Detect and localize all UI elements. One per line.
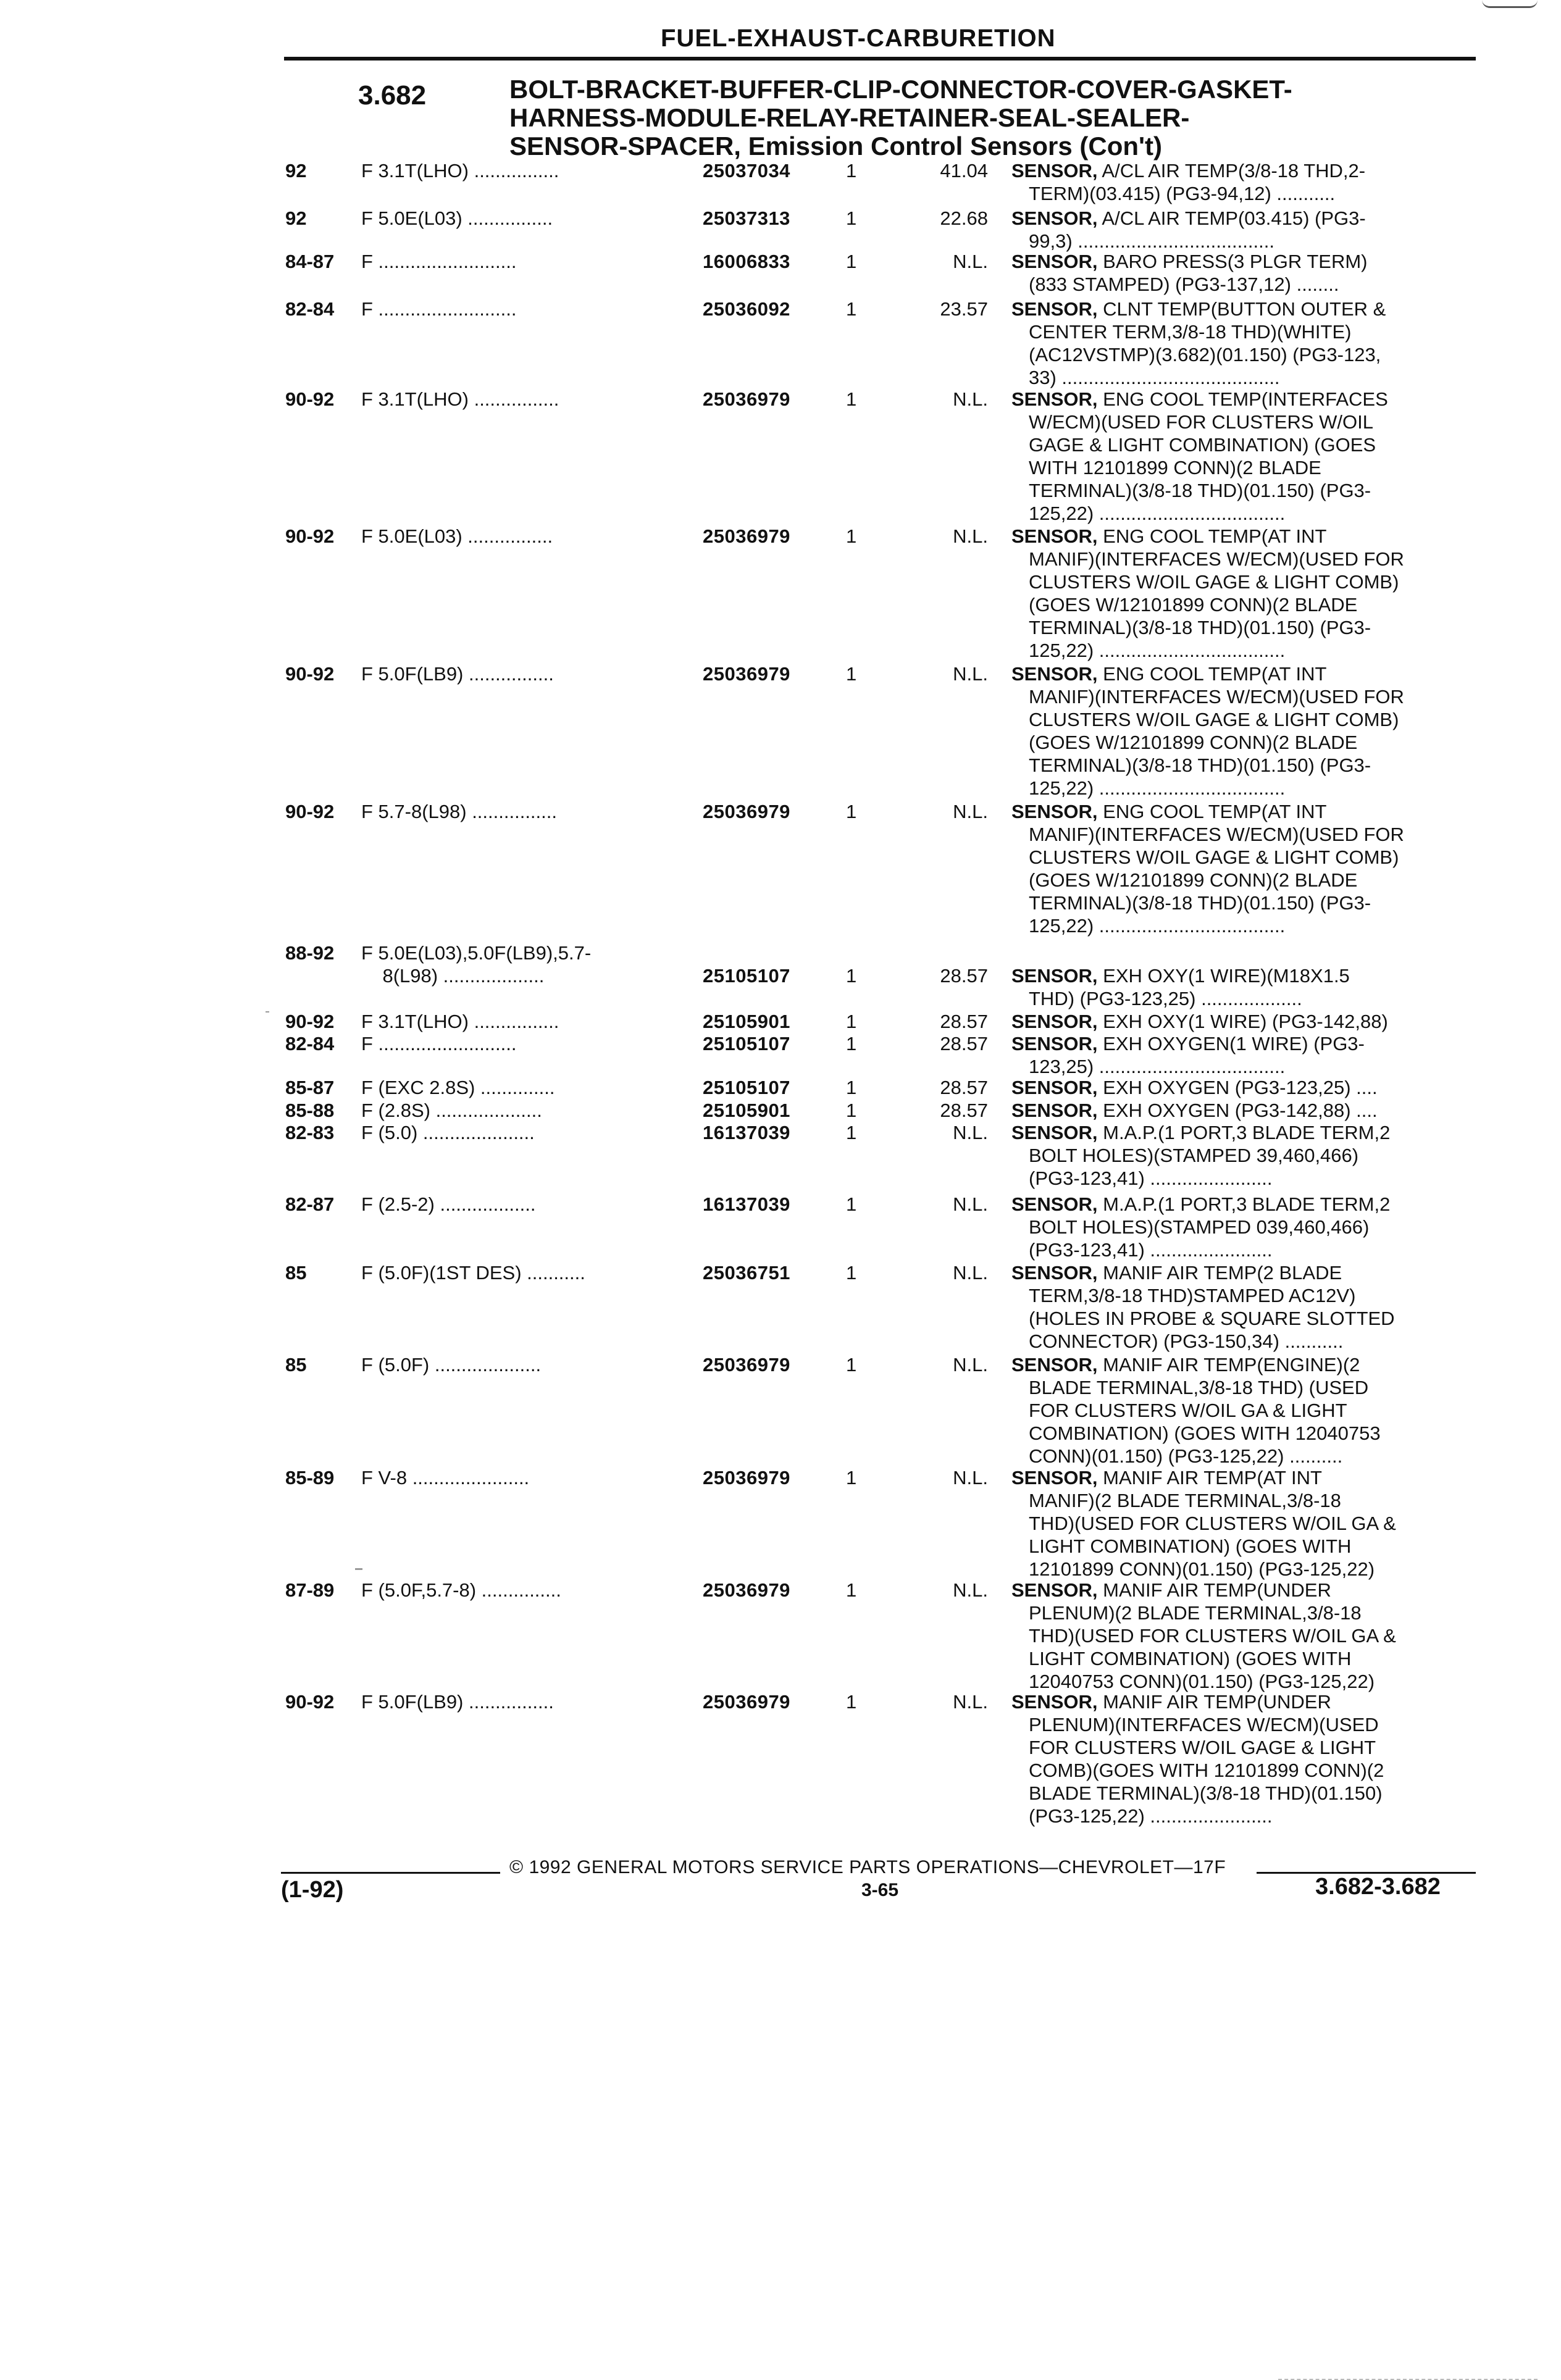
- entry-description-line: CONNECTOR) (PG3-150,34) ...........: [1029, 1330, 1344, 1352]
- entry-part-number: 25036979: [703, 801, 790, 822]
- entry-year: 90-92: [285, 1011, 335, 1032]
- entry-description-line: SENSOR, EXH OXYGEN (PG3-123,25) ....: [1011, 1077, 1378, 1098]
- entry-description-line: TERMINAL)(3/8-18 THD)(01.150) (PG3-: [1029, 892, 1371, 914]
- entry-model: F ..........................: [361, 1033, 517, 1054]
- entry-description-line: CLUSTERS W/OIL GAGE & LIGHT COMB): [1029, 709, 1399, 730]
- entry-description: [1011, 207, 1468, 253]
- entry-description: [1011, 1579, 1468, 1693]
- entry-part-number: 25036979: [703, 1691, 790, 1713]
- entry-description: [1011, 662, 1468, 800]
- entry-part-number: 25105107: [703, 1033, 790, 1054]
- entry-description-line: SENSOR, A/CL AIR TEMP(03.415) (PG3-: [1011, 207, 1366, 229]
- entry-description-line: SENSOR, EXH OXY(1 WIRE)(M18X1.5: [1011, 965, 1350, 987]
- entry-item-name: SENSOR,: [1011, 1011, 1098, 1032]
- entry-price: N.L.: [953, 1262, 988, 1284]
- entry-item-name: SENSOR,: [1011, 1193, 1098, 1215]
- entry-year: 82-84: [285, 298, 335, 320]
- footer-page-number: 3-65: [861, 1880, 899, 1900]
- entry-description-line: (HOLES IN PROBE & SQUARE SLOTTED: [1029, 1308, 1395, 1329]
- entry-description-line: 123,25) ...................................: [1029, 1056, 1286, 1077]
- entry-description-line: SENSOR, CLNT TEMP(BUTTON OUTER &: [1011, 298, 1386, 320]
- entry-part-number: 25037313: [703, 207, 790, 229]
- entry-description-line: 125,22) ...................................: [1029, 503, 1286, 524]
- entry-model: F (5.0F) ....................: [361, 1354, 542, 1376]
- entry-price: 28.57: [940, 1033, 988, 1054]
- entry-year: 82-83: [285, 1122, 335, 1143]
- entry-description-line: (AC12VSTMP)(3.682)(01.150) (PG3-123,: [1029, 344, 1381, 365]
- section-title-line: SENSOR-SPACER, Emission Control Sensors (Con't): [509, 132, 1162, 161]
- entry-description-line: (PG3-123,41) .......................: [1029, 1167, 1273, 1189]
- entry-item-name: SENSOR,: [1011, 1691, 1098, 1713]
- entry-price: 28.57: [940, 1077, 988, 1098]
- entry-description-line: WITH 12101899 CONN)(2 BLADE: [1029, 457, 1321, 478]
- scan-speck: [355, 1568, 362, 1570]
- entry-description: [1011, 525, 1468, 662]
- entry-quantity: 1: [846, 1691, 857, 1713]
- entry-model: F (2.8S) ....................: [361, 1100, 542, 1121]
- entry-item-name: SENSOR,: [1011, 160, 1098, 182]
- entry-item-name: SENSOR,: [1011, 388, 1098, 410]
- entry-item-name: SENSOR,: [1011, 1077, 1098, 1098]
- entry-item-name: SENSOR,: [1011, 1467, 1098, 1489]
- entry-year: 90-92: [285, 663, 335, 685]
- section-title-line: HARNESS-MODULE-RELAY-RETAINER-SEAL-SEALER-: [509, 103, 1190, 132]
- footer-section-ref: 3.682-3.682: [1315, 1874, 1441, 1900]
- section-title-line: BOLT-BRACKET-BUFFER-CLIP-CONNECTOR-COVER-GASKET-: [509, 75, 1292, 104]
- entry-year: 92: [285, 207, 307, 229]
- entry-part-number: 25036751: [703, 1262, 790, 1284]
- entry-year: 84-87: [285, 251, 335, 272]
- entry-item-name: SENSOR,: [1011, 298, 1098, 320]
- entry-description: [1011, 250, 1468, 296]
- corner-scan-mark: [1482, 0, 1538, 8]
- entry-description-line: BOLT HOLES)(STAMPED 039,460,466): [1029, 1216, 1370, 1238]
- entry-description-line: SENSOR, MANIF AIR TEMP(UNDER: [1011, 1579, 1331, 1601]
- entry-model: F 5.7-8(L98) ................: [361, 801, 557, 822]
- entry-model: F (EXC 2.8S) ..............: [361, 1077, 555, 1098]
- entry-quantity: 1: [846, 663, 857, 685]
- entry-description-line: SENSOR, BARO PRESS(3 PLGR TERM): [1011, 251, 1368, 272]
- entry-part-number: 25105901: [703, 1100, 790, 1121]
- entry-description-line: GAGE & LIGHT COMBINATION) (GOES: [1029, 434, 1376, 456]
- entry-year: 90-92: [285, 388, 335, 410]
- entry-year: 85: [285, 1262, 307, 1284]
- footer-date: (1-92): [281, 1877, 344, 1903]
- entry-model: F ..........................: [361, 251, 517, 272]
- entry-model: F (2.5-2) ..................: [361, 1193, 536, 1215]
- entry-price: N.L.: [953, 1579, 988, 1601]
- entry-description-line: PLENUM)(2 BLADE TERMINAL,3/8-18: [1029, 1602, 1362, 1624]
- entry-quantity: 1: [846, 1262, 857, 1284]
- entry-description: [1011, 1353, 1468, 1468]
- entry-quantity: 1: [846, 298, 857, 320]
- entry-description-line: SENSOR, A/CL AIR TEMP(3/8-18 THD,2-: [1011, 160, 1366, 182]
- entry-price: N.L.: [953, 801, 988, 822]
- entry-description-line: THD) (PG3-123,25) ...................: [1029, 988, 1302, 1009]
- entry-quantity: 1: [846, 1011, 857, 1032]
- entry-description-line: LIGHT COMBINATION) (GOES WITH: [1029, 1535, 1352, 1557]
- entry-description-line: FOR CLUSTERS W/OIL GAGE & LIGHT: [1029, 1737, 1376, 1758]
- entry-description-line: SENSOR, ENG COOL TEMP(AT INT: [1011, 801, 1327, 822]
- entry-part-number: 25036979: [703, 1354, 790, 1376]
- entry-description-line: MANIF)(INTERFACES W/ECM)(USED FOR: [1029, 824, 1404, 845]
- entry-item-name: SENSOR,: [1011, 1122, 1098, 1143]
- entry-description-line: SENSOR, EXH OXY(1 WIRE) (PG3-142,88): [1011, 1011, 1388, 1032]
- entry-description: [1011, 1121, 1468, 1190]
- entry-description-line: MANIF)(INTERFACES W/ECM)(USED FOR: [1029, 548, 1404, 570]
- entry-model: F 3.1T(LHO) ................: [361, 1011, 559, 1032]
- page-header-title: FUEL-EXHAUST-CARBURETION: [661, 25, 1056, 52]
- entry-item-name: SENSOR,: [1011, 801, 1098, 822]
- entry-price: 23.57: [940, 298, 988, 320]
- entry-description-line: SENSOR, M.A.P.(1 PORT,3 BLADE TERM,2: [1011, 1193, 1391, 1215]
- entry-description-line: CLUSTERS W/OIL GAGE & LIGHT COMB): [1029, 571, 1399, 593]
- entry-year: 90-92: [285, 1691, 335, 1713]
- entry-item-name: SENSOR,: [1011, 965, 1098, 987]
- entry-description-line: (PG3-123,41) .......................: [1029, 1239, 1273, 1261]
- entry-description-line: (PG3-125,22) .......................: [1029, 1805, 1273, 1827]
- entry-part-number: 25036979: [703, 1579, 790, 1601]
- entry-model: F (5.0F,5.7-8) ...............: [361, 1579, 561, 1601]
- entry-description-line: W/ECM)(USED FOR CLUSTERS W/OIL: [1029, 411, 1374, 433]
- entry-description-line: 33) .........................................: [1029, 367, 1280, 388]
- entry-description-line: TERM,3/8-18 THD)STAMPED AC12V): [1029, 1285, 1356, 1306]
- entry-item-name: SENSOR,: [1011, 1033, 1098, 1054]
- entry-quantity: 1: [846, 1467, 857, 1489]
- entry-price: 41.04: [940, 160, 988, 182]
- entry-item-name: SENSOR,: [1011, 525, 1098, 547]
- entry-description-line: BOLT HOLES)(STAMPED 39,460,466): [1029, 1145, 1359, 1166]
- entry-description-line: 125,22) ...................................: [1029, 777, 1286, 799]
- entry-description-line: (GOES W/12101899 CONN)(2 BLADE: [1029, 732, 1358, 753]
- entry-year: 92: [285, 160, 307, 182]
- entry-item-name: SENSOR,: [1011, 1579, 1098, 1601]
- entry-description: [1011, 1690, 1468, 1827]
- entry-item-name: SENSOR,: [1011, 251, 1098, 272]
- entry-price: 28.57: [940, 965, 988, 987]
- entry-year: 85-87: [285, 1077, 335, 1098]
- entry-description-line: MANIF)(2 BLADE TERMINAL,3/8-18: [1029, 1490, 1341, 1511]
- entry-description-line: THD)(USED FOR CLUSTERS W/OIL GA &: [1029, 1513, 1396, 1534]
- entry-description-line: SENSOR, ENG COOL TEMP(AT INT: [1011, 525, 1327, 547]
- entry-year: 85-88: [285, 1100, 335, 1121]
- entry-description-line: 125,22) ...................................: [1029, 640, 1286, 661]
- entry-description-line: SENSOR, EXH OXYGEN (PG3-142,88) ....: [1011, 1100, 1378, 1121]
- section-number: 3.682: [358, 80, 427, 111]
- entry-part-number: 16137039: [703, 1193, 790, 1215]
- entry-part-number: 25036979: [703, 1467, 790, 1489]
- entry-item-name: SENSOR,: [1011, 663, 1098, 685]
- entry-item-name: SENSOR,: [1011, 1354, 1098, 1376]
- entry-description: [1011, 1099, 1468, 1122]
- entry-description-line: 99,3) .....................................: [1029, 230, 1274, 252]
- entry-description-line: (833 STAMPED) (PG3-137,12) ........: [1029, 273, 1339, 295]
- entry-year: 87-89: [285, 1579, 335, 1601]
- entry-quantity: 1: [846, 525, 857, 547]
- entry-price: 22.68: [940, 207, 988, 229]
- entry-year: 88-92: [285, 942, 335, 964]
- entry-model: F 5.0E(L03) ................: [361, 525, 553, 547]
- entry-description: [1011, 388, 1468, 525]
- entry-description: [1011, 1193, 1468, 1261]
- entry-description-line: SENSOR, ENG COOL TEMP(AT INT: [1011, 663, 1327, 685]
- entry-model: F ..........................: [361, 298, 517, 320]
- entry-price: N.L.: [953, 251, 988, 272]
- entry-item-name: SENSOR,: [1011, 207, 1098, 229]
- entry-part-number: 25036979: [703, 525, 790, 547]
- entry-description-line: THD)(USED FOR CLUSTERS W/OIL GA &: [1029, 1625, 1396, 1647]
- entry-description-line: CONN)(01.150) (PG3-125,22) ..........: [1029, 1445, 1343, 1467]
- entry-description-line: SENSOR, M.A.P.(1 PORT,3 BLADE TERM,2: [1011, 1122, 1391, 1143]
- entry-item-name: SENSOR,: [1011, 1100, 1098, 1121]
- entry-description-line: TERMINAL)(3/8-18 THD)(01.150) (PG3-: [1029, 617, 1371, 638]
- entry-description-line: SENSOR, EXH OXYGEN(1 WIRE) (PG3-: [1011, 1033, 1365, 1054]
- entry-part-number: 16006833: [703, 251, 790, 272]
- entry-model: F V-8 ......................: [361, 1467, 530, 1489]
- entry-description: [1011, 1032, 1468, 1078]
- entry-description-line: BLADE TERMINAL,3/8-18 THD) (USED: [1029, 1377, 1369, 1398]
- entry-part-number: 16137039: [703, 1122, 790, 1143]
- entry-quantity: 1: [846, 965, 857, 987]
- entry-description: [1011, 159, 1468, 205]
- entry-quantity: 1: [846, 251, 857, 272]
- entry-description-line: COMB)(GOES WITH 12101899 CONN)(2: [1029, 1760, 1384, 1781]
- section-title: [509, 75, 1423, 161]
- entry-model: F 3.1T(LHO) ................: [361, 160, 559, 182]
- entry-model: F (5.0F)(1ST DES) ...........: [361, 1262, 585, 1284]
- entry-description-line: TERM)(03.415) (PG3-94,12) ...........: [1029, 183, 1336, 204]
- entry-price: 28.57: [940, 1011, 988, 1032]
- entry-description-line: SENSOR, MANIF AIR TEMP(2 BLADE: [1011, 1262, 1342, 1284]
- entry-description-line: 12040753 CONN)(01.150) (PG3-125,22): [1029, 1671, 1375, 1692]
- entry-description-line: CLUSTERS W/OIL GAGE & LIGHT COMB): [1029, 846, 1399, 868]
- entry-part-number: 25036979: [703, 388, 790, 410]
- entry-year: 82-84: [285, 1033, 335, 1054]
- entry-description-line: LIGHT COMBINATION) (GOES WITH: [1029, 1648, 1352, 1669]
- entry-year: 85-89: [285, 1467, 335, 1489]
- entry-price: N.L.: [953, 663, 988, 685]
- entry-description-line: PLENUM)(INTERFACES W/ECM)(USED: [1029, 1714, 1379, 1735]
- entry-price: N.L.: [953, 388, 988, 410]
- entry-price: N.L.: [953, 1691, 988, 1713]
- entry-quantity: 1: [846, 1193, 857, 1215]
- entry-model: F 5.0F(LB9) ................: [361, 663, 554, 685]
- entry-description-line: (GOES W/12101899 CONN)(2 BLADE: [1029, 869, 1358, 891]
- entry-quantity: 1: [846, 1354, 857, 1376]
- footer-copyright: © 1992 GENERAL MOTORS SERVICE PARTS OPERATIONS—CHEVROLET—17F: [509, 1857, 1226, 1877]
- entry-year: 85: [285, 1354, 307, 1376]
- header-rule: [284, 57, 1476, 61]
- entry-part-number: 25105107: [703, 1077, 790, 1098]
- entry-description: [1011, 964, 1468, 1010]
- entry-year: 90-92: [285, 801, 335, 822]
- entry-quantity: 1: [846, 1077, 857, 1098]
- entry-part-number: 25036092: [703, 298, 790, 320]
- entry-price: 28.57: [940, 1100, 988, 1121]
- entry-price: N.L.: [953, 1467, 988, 1489]
- entry-description-line: SENSOR, ENG COOL TEMP(INTERFACES: [1011, 388, 1388, 410]
- entry-part-number: 25105107: [703, 965, 790, 987]
- entry-quantity: 1: [846, 1579, 857, 1601]
- entry-description: [1011, 1076, 1468, 1099]
- entry-quantity: 1: [846, 160, 857, 182]
- entry-part-number: 25105901: [703, 1011, 790, 1032]
- footer-rule-left: [281, 1872, 500, 1874]
- entry-price: N.L.: [953, 525, 988, 547]
- entry-description-line: FOR CLUSTERS W/OIL GA & LIGHT: [1029, 1400, 1347, 1421]
- entry-description-line: BLADE TERMINAL)(3/8-18 THD)(01.150): [1029, 1782, 1383, 1804]
- entry-price: N.L.: [953, 1354, 988, 1376]
- entry-year: 82-87: [285, 1193, 335, 1215]
- entry-description-line: SENSOR, MANIF AIR TEMP(ENGINE)(2: [1011, 1354, 1360, 1376]
- entry-description-line: COMBINATION) (GOES WITH 12040753: [1029, 1422, 1381, 1444]
- entry-price: N.L.: [953, 1193, 988, 1215]
- entry-part-number: 25037034: [703, 160, 790, 182]
- entry-year: 90-92: [285, 525, 335, 547]
- scan-speck: [266, 1011, 269, 1013]
- entry-description: [1011, 1261, 1468, 1353]
- entry-description-line: TERMINAL)(3/8-18 THD)(01.150) (PG3-: [1029, 480, 1371, 501]
- entry-description: [1011, 1010, 1468, 1033]
- entry-quantity: 1: [846, 1100, 857, 1121]
- entry-description: [1011, 298, 1468, 389]
- entry-quantity: 1: [846, 388, 857, 410]
- entry-quantity: 1: [846, 1033, 857, 1054]
- entry-model: F (5.0) .....................: [361, 1122, 535, 1143]
- entry-model: F 5.0F(LB9) ................: [361, 1691, 554, 1713]
- entry-description-line: (GOES W/12101899 CONN)(2 BLADE: [1029, 594, 1358, 616]
- entry-part-number: 25036979: [703, 663, 790, 685]
- entry-description: [1011, 1466, 1468, 1580]
- entry-price: N.L.: [953, 1122, 988, 1143]
- entry-quantity: 1: [846, 207, 857, 229]
- entry-description-line: CENTER TERM,3/8-18 THD)(WHITE): [1029, 321, 1352, 343]
- entry-description: [1011, 800, 1468, 937]
- entry-description-line: 12101899 CONN)(01.150) (PG3-125,22): [1029, 1558, 1375, 1580]
- entry-quantity: 1: [846, 801, 857, 822]
- entry-quantity: 1: [846, 1122, 857, 1143]
- entry-description-line: MANIF)(INTERFACES W/ECM)(USED FOR: [1029, 686, 1404, 708]
- entry-model: F 5.0E(L03) ................: [361, 207, 553, 229]
- entry-model: F 3.1T(LHO) ................: [361, 388, 559, 410]
- entry-description-line: TERMINAL)(3/8-18 THD)(01.150) (PG3-: [1029, 754, 1371, 776]
- entry-description-line: SENSOR, MANIF AIR TEMP(AT INT: [1011, 1467, 1322, 1489]
- entry-description-line: 125,22) ...................................: [1029, 915, 1286, 937]
- entry-description-line: SENSOR, MANIF AIR TEMP(UNDER: [1011, 1691, 1331, 1713]
- entry-model: F 5.0E(L03),5.0F(LB9),5.7- 8(L98) ...................: [361, 942, 592, 987]
- entry-item-name: SENSOR,: [1011, 1262, 1098, 1284]
